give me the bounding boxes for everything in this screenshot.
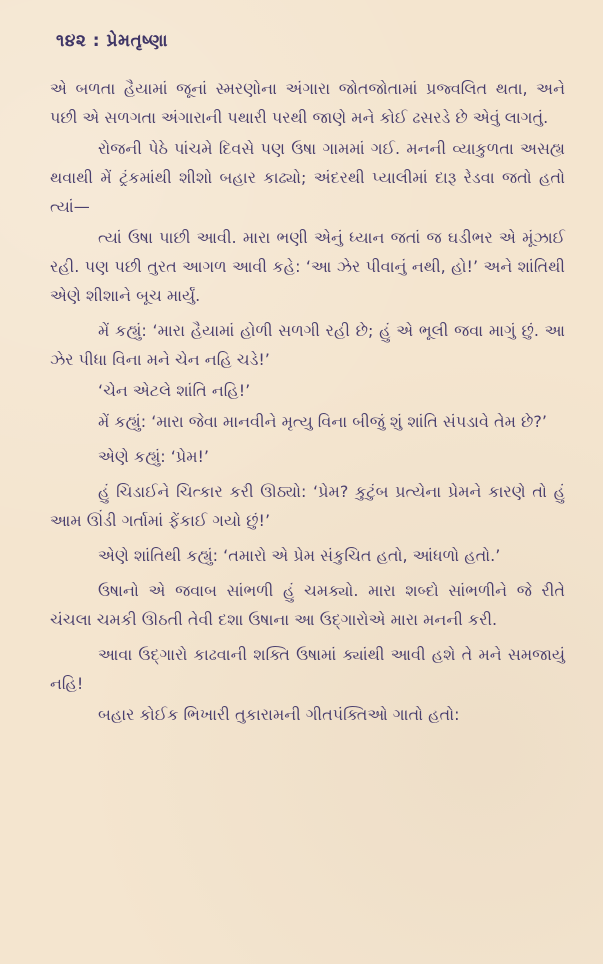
paragraph-3: ત્યાં ઉષા પાછી આવી. મારા ભણી એનું ધ્યાન જતાં જ ઘડીભર એ મૂંઝાઈ રહી. પણ પછી તુરત આગળ આવી કહે: ‘આ ઝેર પીવાનું નથી, હો!’ અને શાંતિથી એણે શીશાને બૂચ માર્યું. bbox=[50, 228, 565, 305]
paragraph-5: ‘ચેન એટલે શાંતિ નહિ!’ bbox=[98, 381, 251, 400]
paragraph-8: હું ચિડાઈને ચિત્કાર કરી ઊઠ્યો: ‘પ્રેમ? કુટુંબ પ્રત્યેના પ્રેમને કારણે તો હું આમ ઊંડી ગર્તામાં ફેંકાઈ ગયો છું!’ bbox=[50, 482, 565, 530]
paragraph-12: બહાર કોઈક ભિખારી તુકારામની ગીતપંક્તિઓ ગાતો હતો: bbox=[98, 705, 460, 724]
paragraph-2: રોજની પેઠે પાંચમે દિવસે પણ ઉષા ગામમાં ગઈ. મનની વ્યાકુળતા અસહ્ય થવાથી મેં ટ્રંકમાંથી શીશો બહાર કાઢ્યો; અંદરથી પ્યાલીમાં દારૂ રેડવા જતો હતો ત્યાં— bbox=[50, 139, 565, 216]
paragraph-7: એણે કહ્યું: ‘પ્રેમ!’ bbox=[98, 447, 210, 466]
paragraph-4: મેં કહ્યું: ‘મારા હૈયામાં હોળી સળગી રહી છે; હું એ ભૂલી જવા માગું છું. આ ઝેર પીધા વિના મને ચેન નહિ ચડે!’ bbox=[50, 321, 565, 369]
paragraph-1: એ બળતા હૈયામાં જૂનાં સ્મરણોના અંગારા જોતજોતામાં પ્રજ્વલિત થતા, અને પછી એ સળગતા અંગારાની પથારી પરથી જાણે મને કોઈ ઢસરડે છે એવું લાગતું. bbox=[50, 79, 565, 127]
paragraph-6: મેં કહ્યું: ‘મારા જેવા માનવીને મૃત્યુ વિના બીજું શું શાંતિ સંપડાવે તેમ છે?’ bbox=[98, 412, 547, 431]
paragraph-10: ઉષાનો એ જવાબ સાંભળી હું ચમક્યો. મારા શબ્દો સાંભળીને જે રીતે ચંચલા ચમકી ઊઠતી તેવી દશા ઉષાના આ ઉદ્ગારોએ મારા મનની કરી. bbox=[50, 581, 565, 629]
running-head: ૧૪૨ : પ્રેમતૃષ્ણા bbox=[56, 31, 169, 51]
paragraph-11: આવા ઉદ્ગારો કાઢવાની શક્તિ ઉષામાં ક્યાંથી આવી હશે તે મને સમજાયું નહિ! bbox=[50, 645, 565, 693]
paragraph-9: એણે શાંતિથી કહ્યું: ‘તમારો એ પ્રેમ સંકુચિત હતો, આંધળો હતો.’ bbox=[98, 546, 501, 565]
